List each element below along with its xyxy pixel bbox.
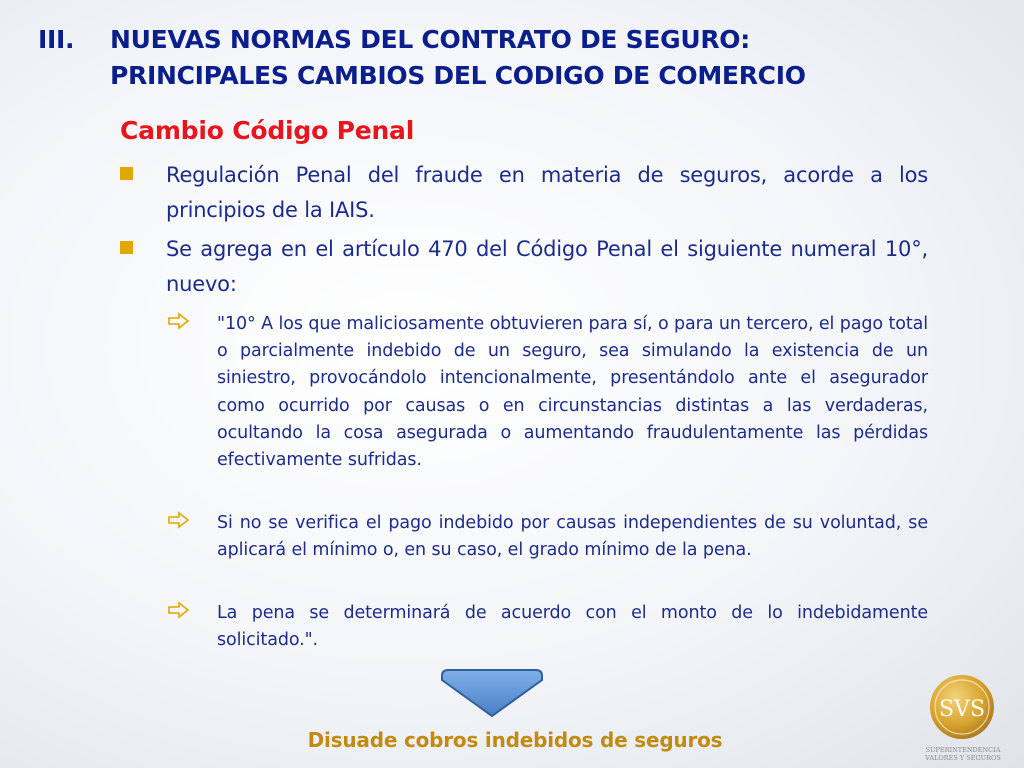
sub-bullet-text: "10° A los que maliciosamente obtuvieren para sí, o para un tercero, el pago total o parcialmente indebido de un seguro, sea simulando la existencia de un siniestro, provocándolo intencionalmente, presentándolo ante el asegurador como ocurrido por causas o en circunstancias distintas a las verdaderas, ocultando la cosa asegurada o aumentando fraudulentamente las pérdidas efectivamente sufridas. <box>217 314 928 471</box>
title-indent <box>38 58 110 94</box>
svg-text:SVS: SVS <box>938 697 986 722</box>
right-arrow-icon <box>168 312 190 330</box>
sub-bullet-item <box>168 311 928 474</box>
sub-bullet-text: La pena se determinará de acuerdo con el monto de lo indebidamente solicitado.". <box>217 603 928 651</box>
section-subtitle: Cambio Código Penal <box>120 116 415 145</box>
square-bullet-icon <box>120 167 133 180</box>
down-arrow-icon <box>440 668 544 718</box>
sub-bullet-text: Si no se verifica el pago indebido por causas independientes de su voluntad, se aplicará el mínimo o, en su caso, el grado mínimo de la pena. <box>217 513 928 561</box>
logo-caption <box>918 746 1008 762</box>
conclusion-text: Disuade cobros indebidos de seguros <box>307 728 723 752</box>
title-line-1 <box>38 22 998 58</box>
bullet-item <box>120 232 928 302</box>
bullet-text: Regulación Penal del fraude en materia de seguros, acorde a los principios de la IAIS. <box>166 163 928 222</box>
sub-bullet-item <box>168 510 928 564</box>
right-arrow-icon <box>168 601 190 619</box>
title-text-2: PRINCIPALES CAMBIOS DEL CODIGO DE COMERCIO <box>110 61 806 90</box>
title-text-1: NUEVAS NORMAS DEL CONTRATO DE SEGURO: <box>110 25 750 54</box>
title-line-2 <box>38 58 998 94</box>
logo-line-1: SUPERINTENDENCIA <box>925 746 1001 754</box>
right-arrow-icon <box>168 511 190 529</box>
bullet-text: Se agrega en el artículo 470 del Código Penal el siguiente numeral 10°, nuevo: <box>166 237 928 296</box>
bullet-item <box>120 158 928 228</box>
logo-line-2: VALORES Y SEGUROS <box>925 754 1001 762</box>
square-bullet-icon <box>120 241 133 254</box>
section-number: III. <box>38 25 75 54</box>
sub-bullet-item <box>168 600 928 654</box>
slide-title <box>38 22 998 94</box>
